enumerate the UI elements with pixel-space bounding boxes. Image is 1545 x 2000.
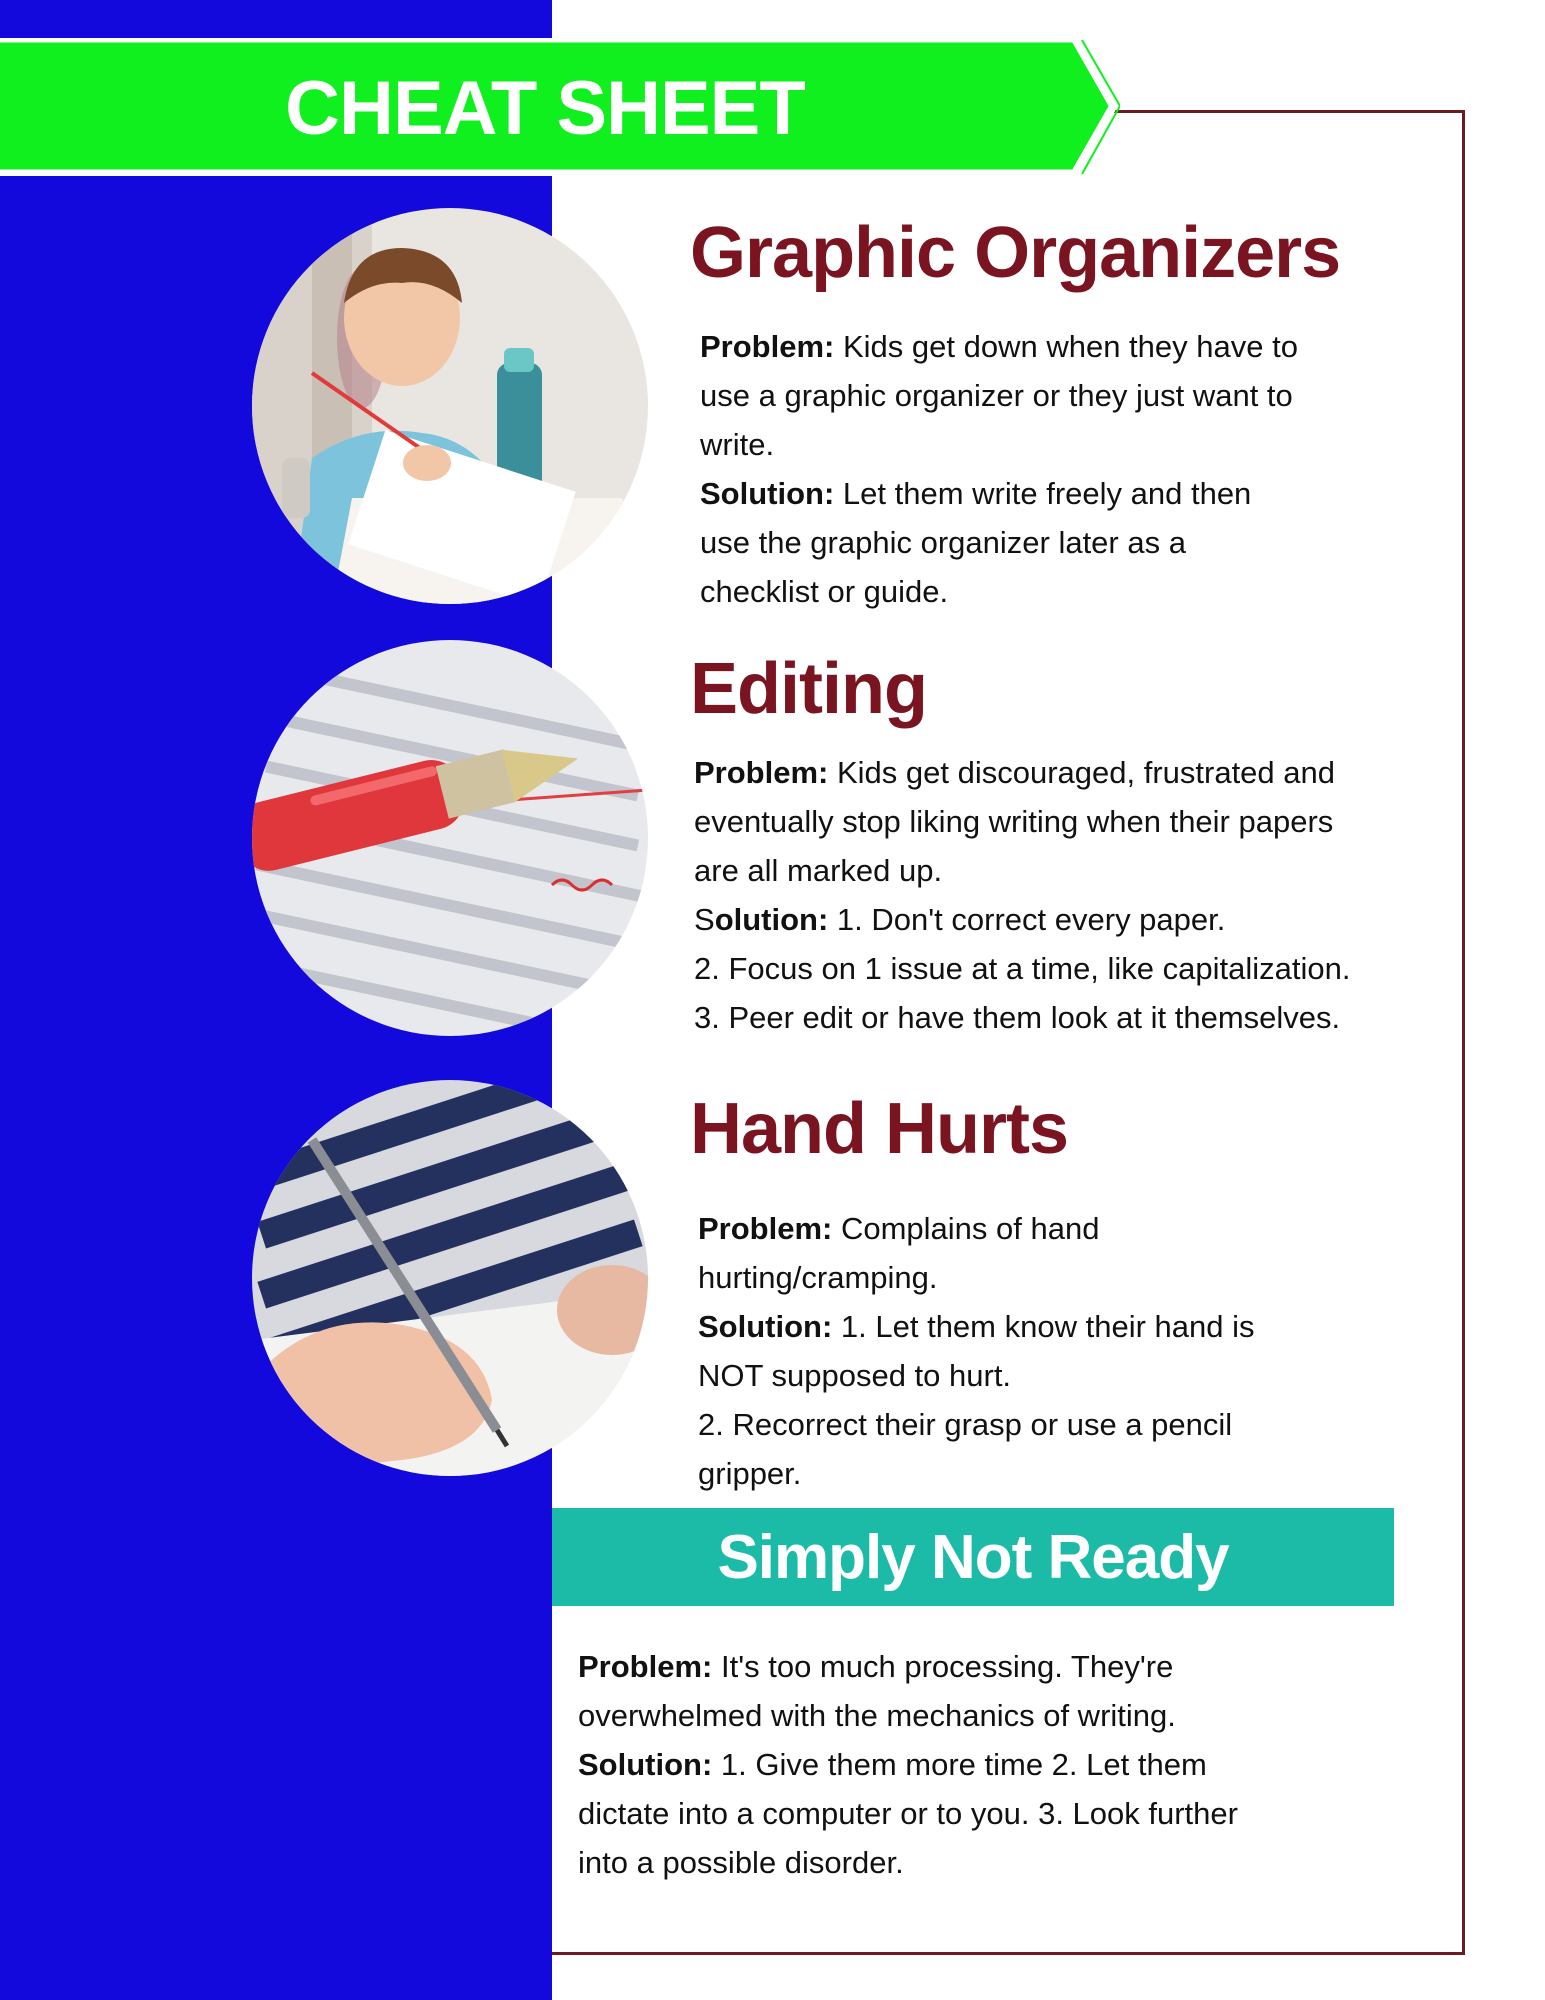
red-pen-editing-photo — [252, 640, 648, 1036]
section-title-graphic-organizers: Graphic Organizers — [690, 213, 1341, 293]
section-title-editing: Editing — [690, 649, 927, 729]
body-line: gripper. — [698, 1456, 802, 1491]
body-line: use the graphic organizer later as a — [700, 525, 1186, 560]
body-line: hurting/cramping. — [698, 1260, 938, 1295]
body-line: Solution: 1. Let them know their hand is — [698, 1309, 1255, 1344]
body-line: Problem: Kids get down when they have to — [700, 329, 1298, 364]
body-line: use a graphic organizer or they just want to — [700, 378, 1293, 413]
body-line: are all marked up. — [694, 853, 943, 888]
body-line: dictate into a computer or to you. 3. Look further — [578, 1796, 1238, 1831]
cheat-sheet-banner — [0, 38, 1120, 178]
body-line: checklist or guide. — [700, 574, 949, 609]
banner-title: CHEAT SHEET — [285, 65, 805, 151]
body-line: into a possible disorder. — [578, 1845, 904, 1880]
body-line: overwhelmed with the mechanics of writing. — [578, 1698, 1176, 1733]
body-line: 2. Recorrect their grasp or use a pencil — [698, 1407, 1233, 1442]
body-line: Solution: Let them write freely and then — [700, 476, 1252, 511]
body-line: Problem: Complains of hand — [698, 1211, 1100, 1246]
body-line: 2. Focus on 1 issue at a time, like capitalization. — [694, 951, 1351, 986]
body-line: eventually stop liking writing when their papers — [694, 804, 1334, 839]
section-body-graphic-organizers — [700, 322, 1298, 616]
section-body-simply-not-ready — [578, 1642, 1238, 1887]
boy-writing-photo — [252, 208, 648, 604]
body-line: write. — [700, 427, 775, 462]
section-body-editing — [694, 748, 1351, 1042]
body-line: Solution: 1. Don't correct every paper. — [694, 902, 1226, 937]
body-line: 3. Peer edit or have them look at it themselves. — [694, 1000, 1341, 1035]
section-title-simply-not-ready: Simply Not Ready — [552, 1508, 1394, 1606]
hand-writing-photo — [252, 1080, 648, 1476]
body-line: Problem: Kids get discouraged, frustrated and — [694, 755, 1336, 790]
section-title-hand-hurts: Hand Hurts — [690, 1089, 1069, 1169]
section-body-hand-hurts — [698, 1204, 1254, 1498]
body-line: Problem: It's too much processing. They're — [578, 1649, 1174, 1684]
body-line: Solution: 1. Give them more time 2. Let them — [578, 1747, 1207, 1782]
body-line: NOT supposed to hurt. — [698, 1358, 1012, 1393]
